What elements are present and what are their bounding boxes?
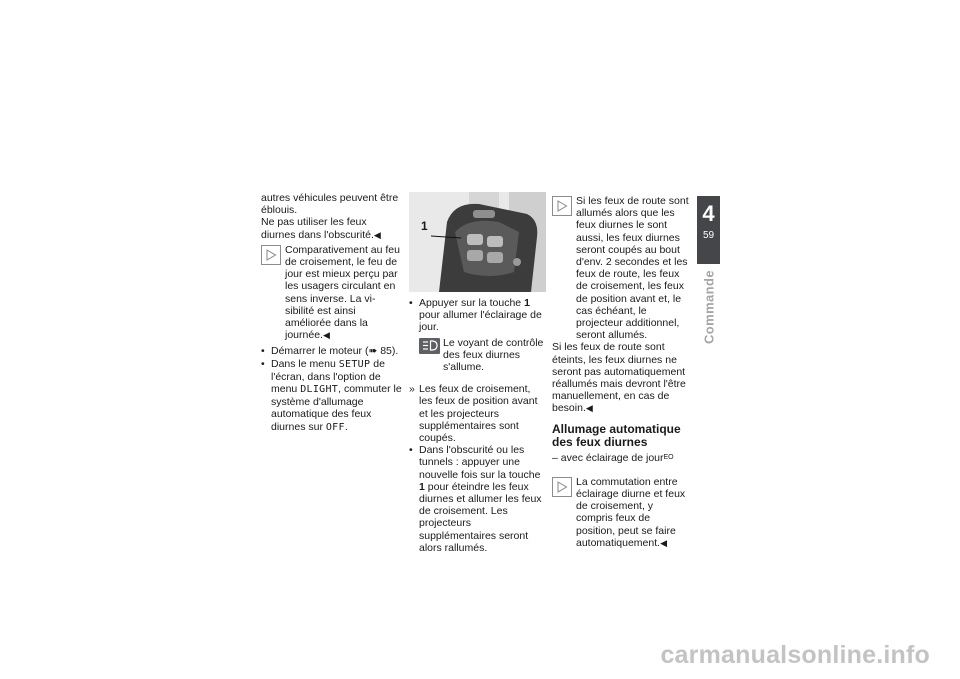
button-reference: 1 [524,297,530,309]
section-heading: Allumage automatique des feux diurnes [552,421,681,449]
handlebar-switch-photo [409,192,546,292]
bullet-mark: • [261,345,265,358]
reference-arrow-icon: ➠ [368,345,378,358]
paragraph: Si les feux de route sont éteints, les feux diurnes ne seront pas automatiquement réallumés mais devront l'être manuellement, en cas de besoin.◀ [552,341,686,415]
note-text: Si les feux de route sont allumés alors que les feux diurnes le sont aussi, les feux diurnes seront coupés au bout d'env. 2 secondes et les feux de route, les feux de croisement, les feux de position avant et, le cas échéant, le projecteur additionnel, seront allumés. [576,195,689,342]
daytime-light-indicator-icon [419,338,440,354]
note-text: Le voyant de contrôle des feux diurnes s'allume. [443,336,544,374]
chapter-title: Commande [701,270,717,344]
handlebar-switch-illustration [409,192,546,292]
note-block [261,244,403,342]
list-item: • Dans le menu SETUP de l'écran, dans l'option de menu DLIGHT, commuter le système d'allumage automatique des feux diurnes sur OFF. [261,357,402,433]
indicator-note [409,337,546,374]
end-mark-icon: ◀ [322,330,330,341]
option-line: – avec éclairage de jour$^{EO}$ [552,451,674,464]
end-mark-icon: ◀ [373,229,381,240]
end-mark-icon: ◀ [585,403,593,414]
page-reference[interactable]: 85 [380,345,392,358]
bullet-mark: • [409,297,413,309]
list-item: • Démarrer le moteur (➠ 85). [261,345,399,358]
list-item: • Appuyer sur la touche 1 pour allumer l'éclairage de jour. [409,297,542,334]
note-triangle-icon [261,245,281,265]
text-column-2 [409,192,546,554]
menu-option: DLIGHT [300,384,339,396]
menu-name: SETUP [338,358,371,370]
menu-value: OFF [325,421,345,433]
chapter-number: 4 [702,201,715,226]
list-item: • Dans l'obscurité ou les tunnels : appuyer une nouvelle fois sur la touche 1 pour éteindre les feux diurnes et allumer les feux de croisement. Les projecteurs supplémentaires seront alors rallumés. [409,444,542,554]
option-code: EO [663,453,674,461]
note-triangle-icon [552,477,572,497]
paragraph: Ne pas utiliser les feux diurnes dans l'obscurité.◀ [261,216,381,241]
result-item: » Les feux de croisement, les feux de position avant et les projecteurs supplémentaires sont coupés. [409,383,538,445]
button-reference: 1 [419,480,425,493]
text-column-1 [261,192,403,434]
chapter-tab [697,196,720,264]
note-block [552,476,692,549]
page-number: 59 [702,230,715,241]
bullet-mark: • [261,357,265,370]
note-triangle-icon [552,196,572,216]
callout-number: 1 [421,219,428,233]
dash-mark: – [552,451,558,464]
note-block [552,195,692,341]
result-mark: » [409,383,415,396]
note-text: La commutation entre éclairage diurne et feux de croisement, y compris feux de position, peut se faire automatiquement. [576,475,686,549]
note-text: Comparativement au feu de croisement, le feu de jour est mieux perçu par les usagers circulant en sens inverse. La vi-sibilité est ainsi améliorée dans la journée. [285,243,400,342]
end-mark-icon: ◀ [660,537,667,548]
watermark: carmanualsonline.info [660,641,930,669]
text-column-3 [552,192,692,549]
paragraph: autres véhicules peuvent être éblouis. [261,192,399,217]
bullet-mark: • [409,444,413,457]
